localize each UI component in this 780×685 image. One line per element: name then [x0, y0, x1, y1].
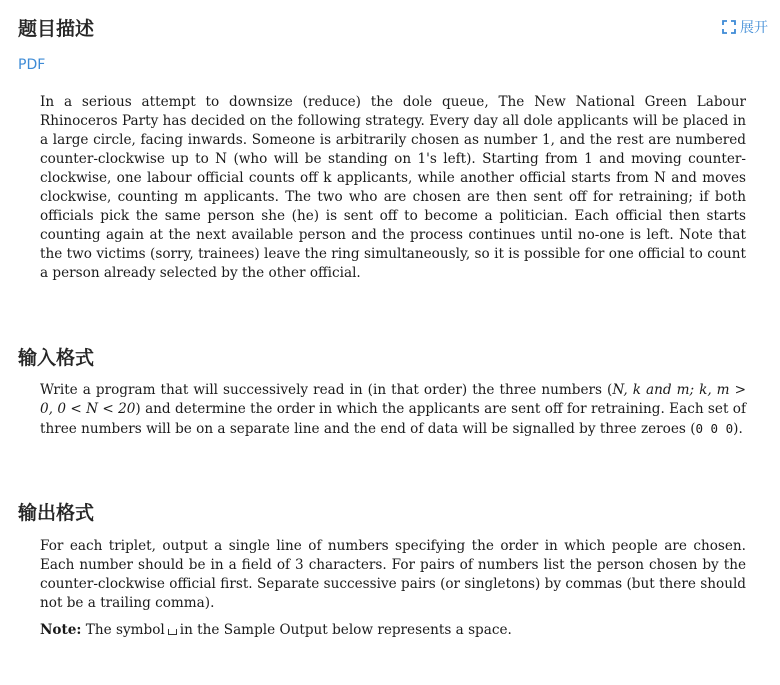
expand-icon	[722, 20, 736, 34]
input-vars: N, k and m; k, m > 0, 0 < N < 20	[40, 382, 746, 417]
output-format-title: 输出格式	[18, 502, 95, 524]
input-format-title: 输入格式	[18, 347, 95, 369]
description-text: In a serious attempt to downsize (reduce) the dole queue, The New National Green Labour Rhinoceros Party has decided on the following strategy. Every day all dole applicants will be placed in a large circle, facing inwards. Someone is arbitrarily chosen as number 1, and the rest are numbered counter-clockwise up to N (who will be standing on 1's left). Starting from 1 and moving counter-clockwise, one labour official counts off k applicants, while another official starts from N and moves clockwise, counting m applicants. The two who are chosen are then sent off for retraining; if both officials pick the same person she (he) is sent off to become a politician. Each official then starts counting again at the next available person and the process continues until no-one is left. Note that the two victims (sorry, trainees) leave the ring simultaneously, so it is possible for one official to count a person already selected by the other official.	[40, 94, 746, 281]
input-format-text: Write a program that will successively read in (in that order) the three numbers (N, k and m; k, m > 0, 0 < N < 20) and determine the order in which the applicants are sent off for retraining. Each set of three numbers will be on a separate line and the end of data will be signalled by three zeroes (0 0 0).	[40, 382, 746, 437]
page-title: 题目描述	[18, 18, 95, 40]
pdf-link[interactable]: PDF	[18, 57, 46, 73]
note-label: Note:	[40, 622, 82, 638]
output-format-text: For each triplet, output a single line of numbers specifying the order in which people are chosen. Each number should be in a field of 3 characters. For pairs of numbers list the person chosen by the counter-clockwise official first. Separate successive pairs (or singletons) by commas (but there should not be a trailing comma).	[40, 538, 746, 611]
input-code: 0 0 0	[695, 421, 734, 436]
space-symbol-icon	[168, 629, 177, 635]
expand-button[interactable]	[722, 17, 768, 37]
expand-label: 展开	[740, 20, 768, 36]
note-text: Note: The symbol in the Sample Output below represents a space.	[40, 622, 512, 638]
